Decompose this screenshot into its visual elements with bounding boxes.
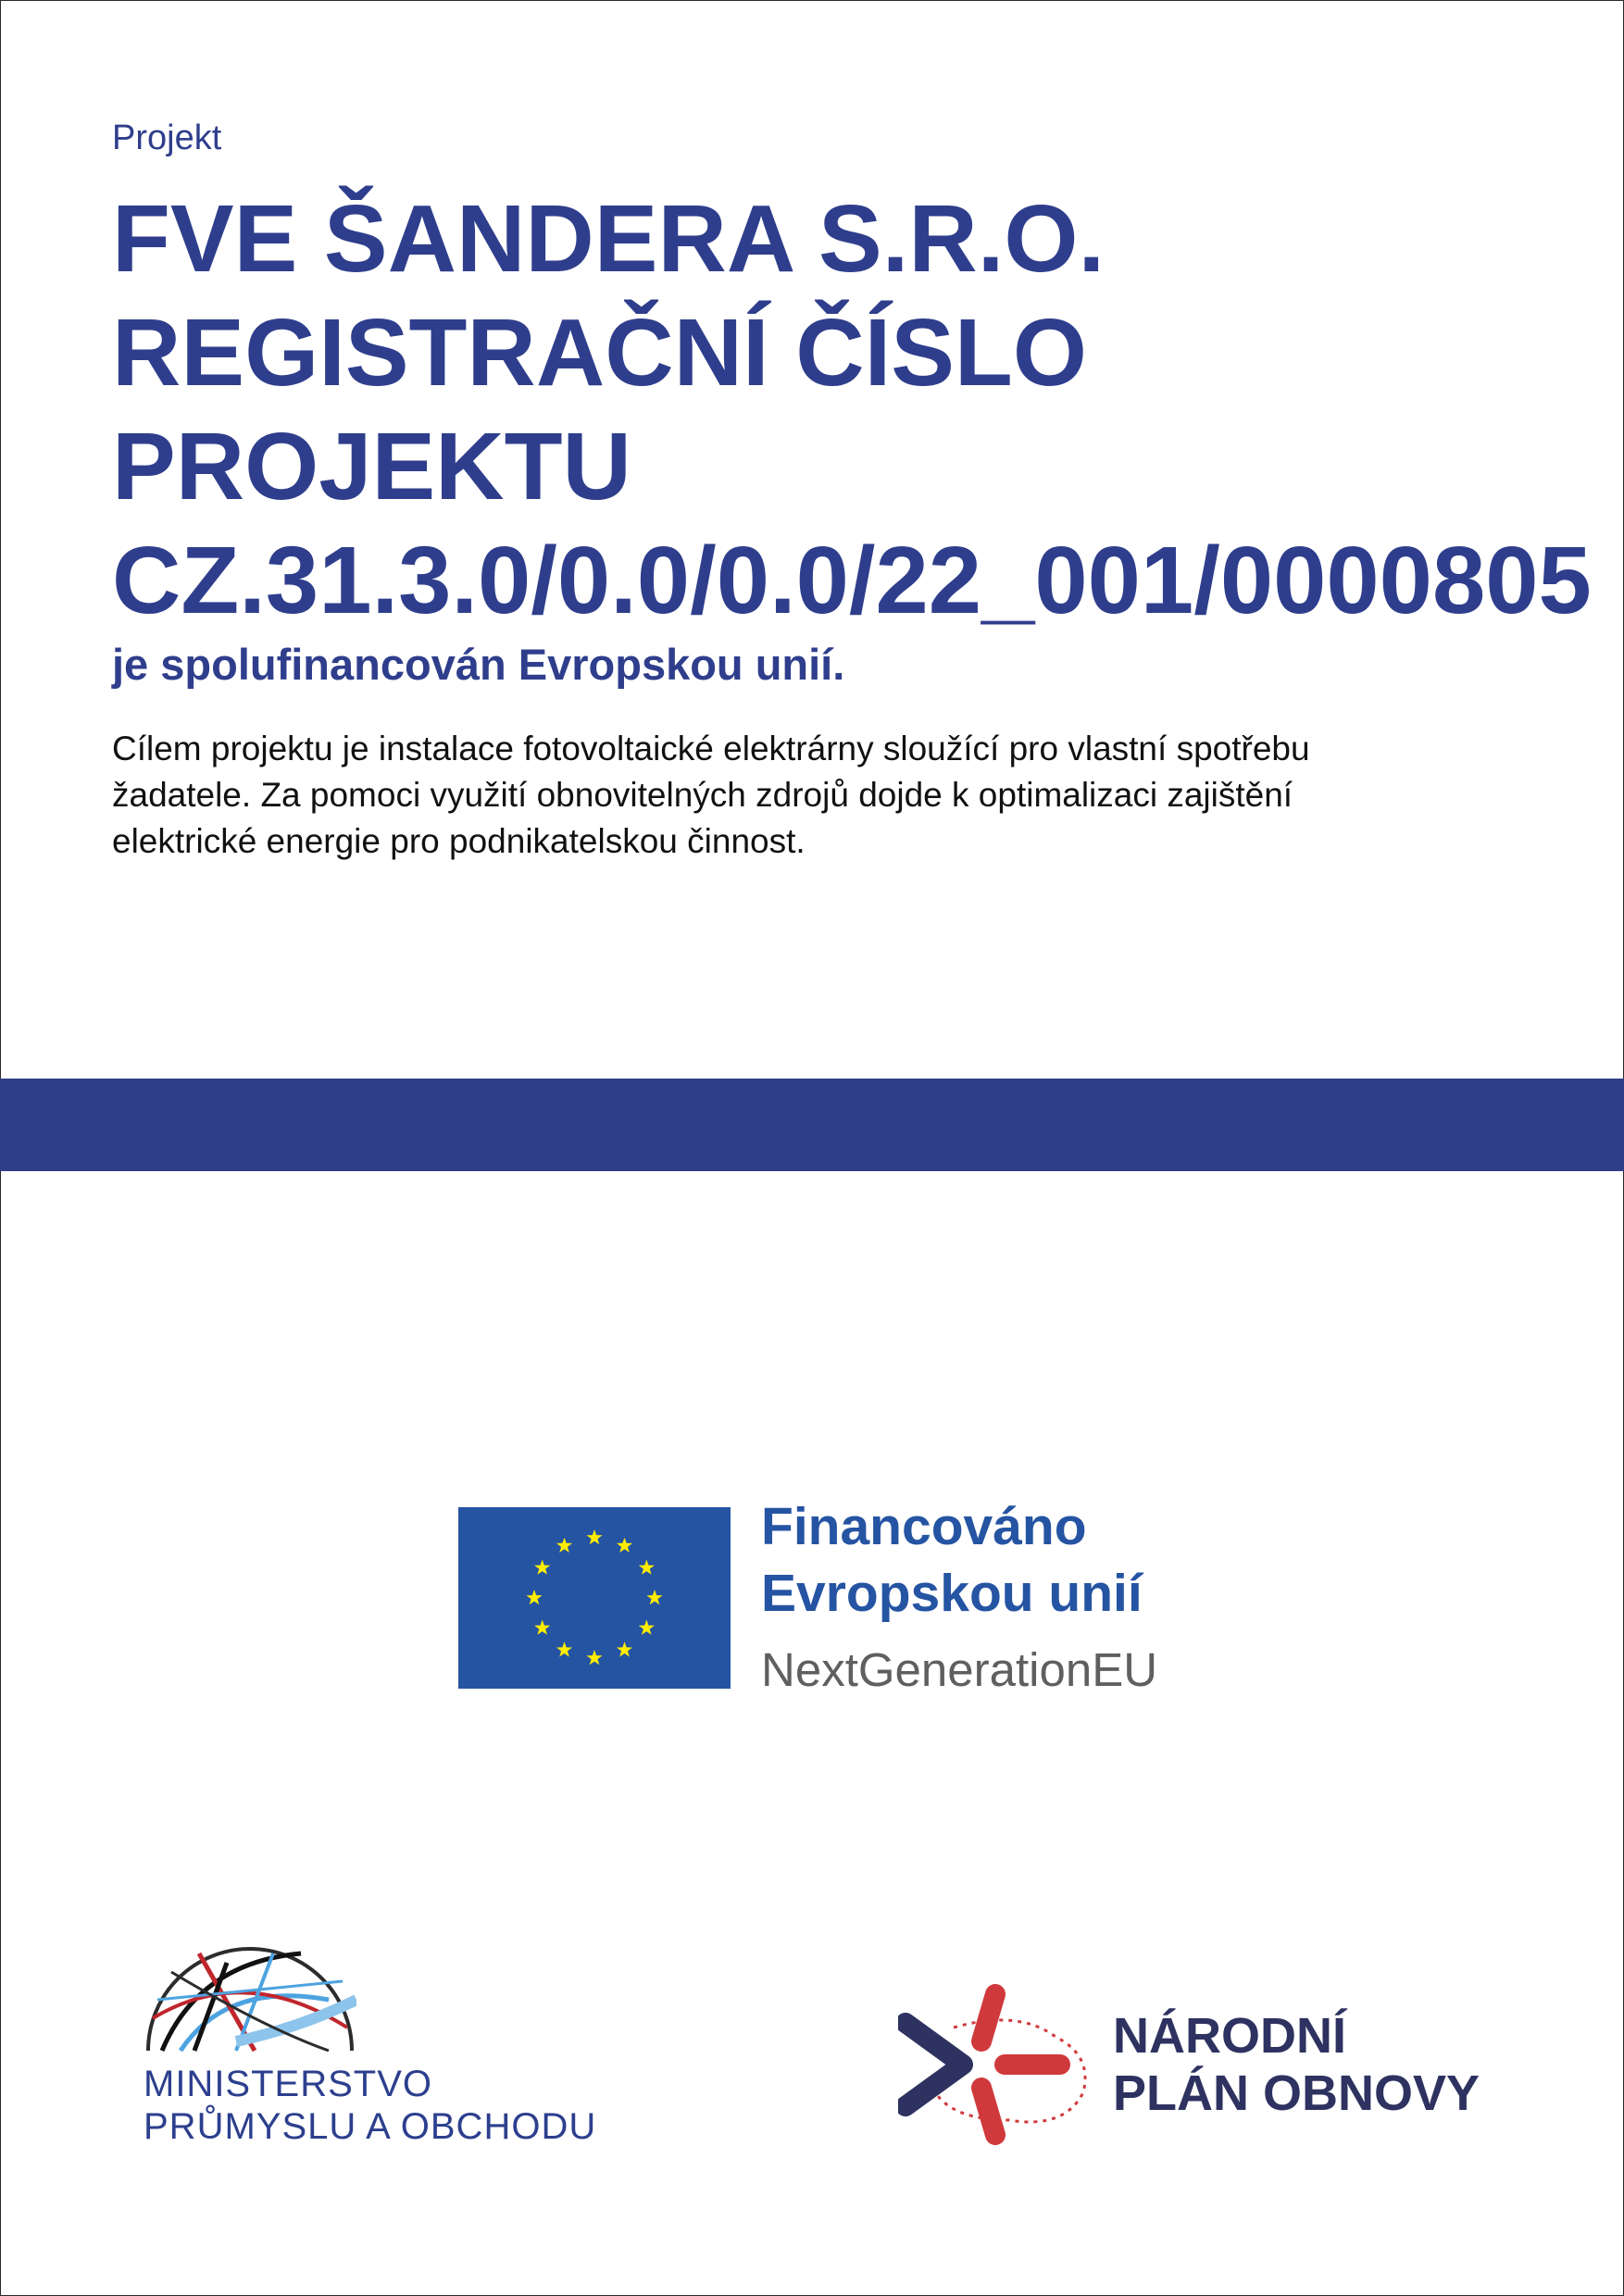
description-line: žadatele. Za pomoci využití obnovitelných zdrojů dojde k optimalizaci zajištění <box>112 776 1293 814</box>
npo-logo-text <box>1113 2007 1480 2122</box>
eu-financed-text: Financováno <box>761 1497 1087 1556</box>
title-line: REGISTRAČNÍ ČÍSLO <box>112 299 1087 406</box>
npo-arrow-icon <box>898 1981 1102 2148</box>
ministry-line: MINISTERSTVO <box>144 2064 433 2104</box>
cofinancing-subtitle: je spolufinancován Evropskou unií. <box>112 640 845 689</box>
eu-flag-icon <box>458 1507 731 1689</box>
ministry-logo-text <box>144 2063 596 2148</box>
title-line: FVE ŠANDERA S.R.O. <box>112 185 1106 292</box>
description-line: Cílem projektu je instalace fotovoltaické elektrárny sloužící pro vlastní spotřebu <box>112 730 1310 767</box>
npo-line: NÁRODNÍ <box>1113 2008 1346 2064</box>
project-label: Projekt <box>112 119 222 157</box>
description-line: elektrické energie pro podnikatelskou činnost. <box>112 822 806 860</box>
npo-line: PLÁN OBNOVY <box>1113 2065 1480 2121</box>
next-generation-eu-text: NextGenerationEU <box>761 1643 1158 1696</box>
title-line: CZ.31.3.0/0.0/0.0/22_001/0000805 <box>112 527 1592 633</box>
title-line: PROJEKTU <box>112 413 631 519</box>
project-title <box>112 181 1612 637</box>
blue-divider-band <box>0 1079 1624 1171</box>
eu-union-text: Evropskou unií <box>761 1564 1143 1623</box>
ministry-globe-icon <box>144 1944 356 2055</box>
ministry-line: PRŮMYSLU A OBCHODU <box>144 2106 597 2147</box>
project-description <box>112 726 1519 865</box>
